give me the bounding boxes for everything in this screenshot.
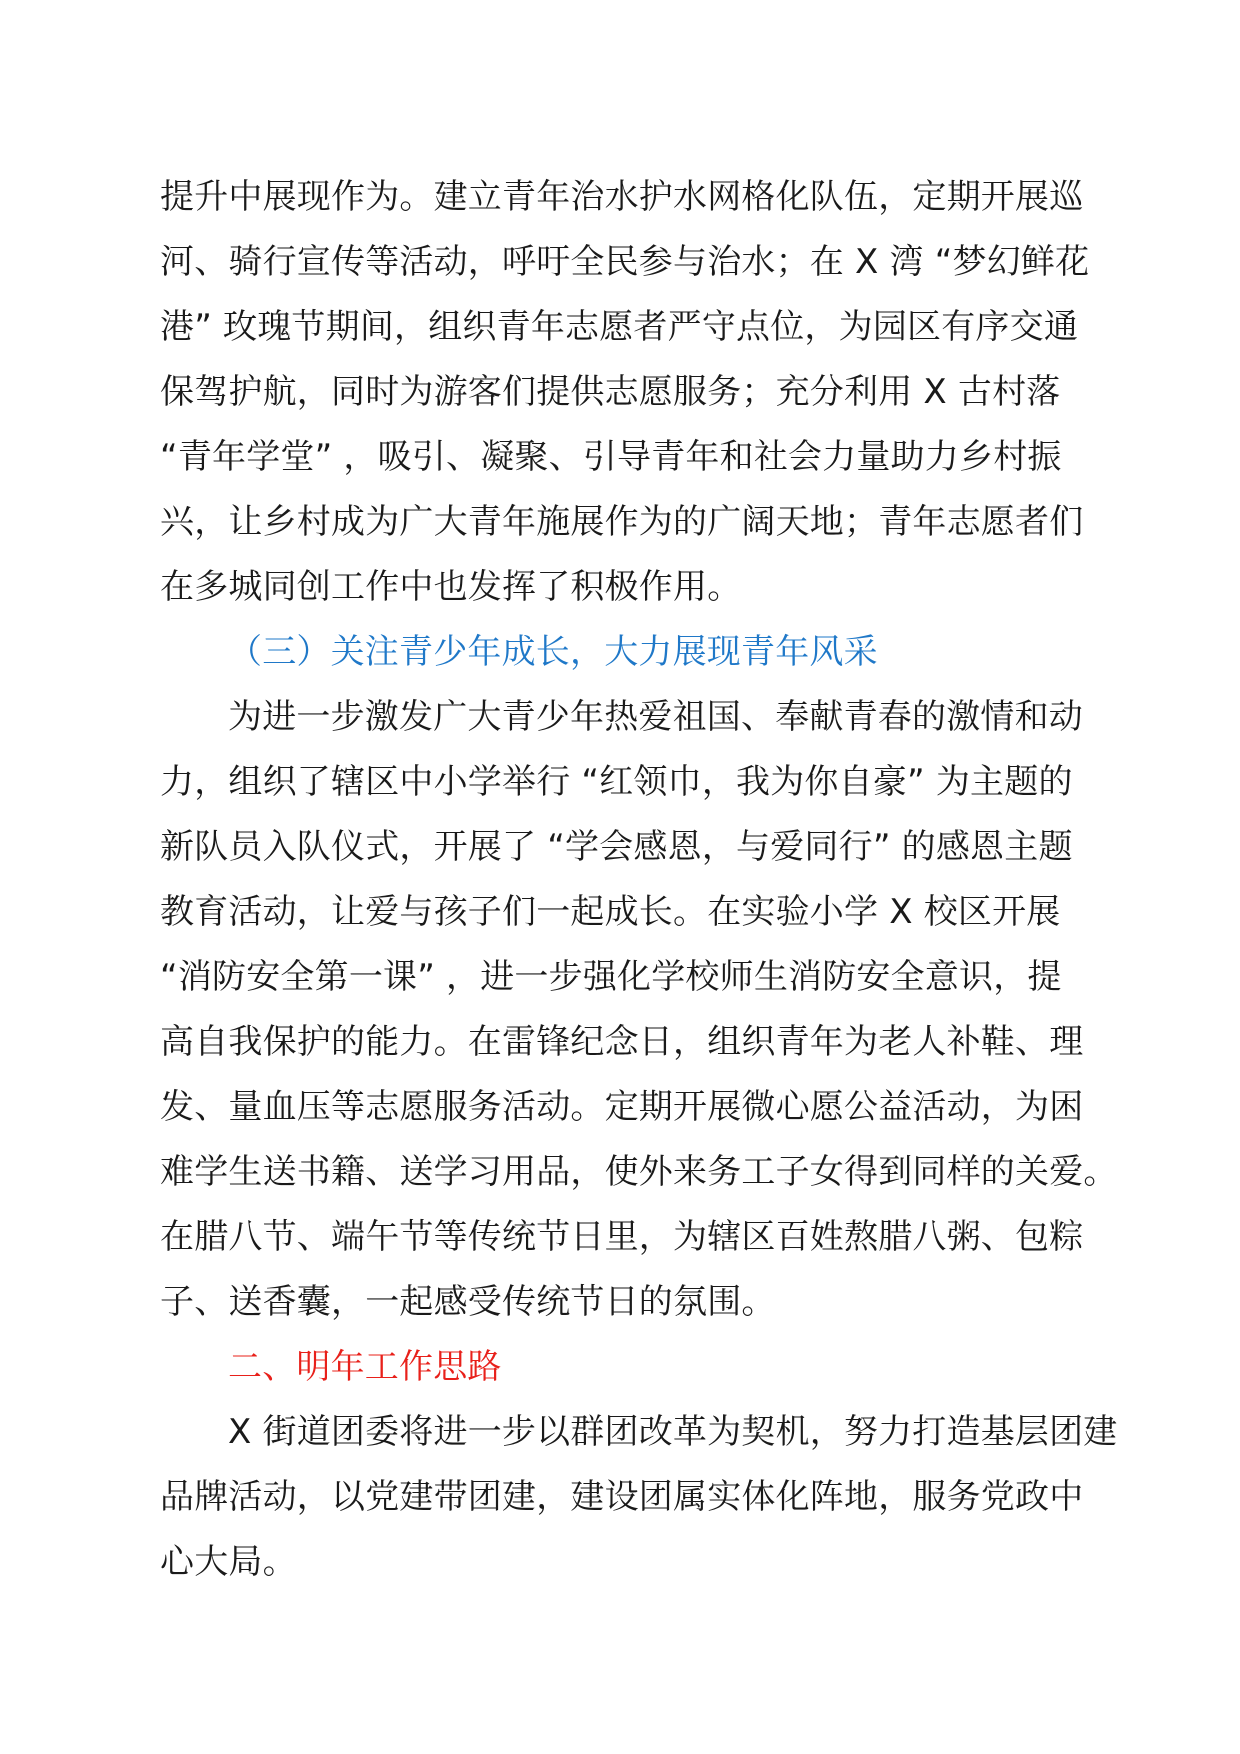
text-line: 难学生送书籍、送学习用品，使外来务工子女得到同样的关爱。 <box>160 1152 1118 1192</box>
paragraph-water-volunteer <box>160 165 1110 620</box>
text-line: 兴，让乡村成为广大青年施展作为的广阔天地；青年志愿者们 <box>160 502 1084 542</box>
text-line: 力，组织了辖区中小学举行 “红领巾，我为你自豪” 为主题的 <box>160 762 1073 802</box>
text-line: 子、送香囊，一起感受传统节日的氛围。 <box>160 1282 776 1322</box>
text-line: 为进一步激发广大青少年热爱祖国、奉献青春的激情和动 <box>228 697 1083 737</box>
text-line: 河、骑行宣传等活动，呼吁全民参与治水；在 X 湾 “梦幻鲜花 <box>160 242 1090 282</box>
text-line: 提升中展现作为。建立青年治水护水网格化队伍，定期开展巡 <box>160 177 1084 217</box>
subheading-youth-growth: （三）关注青少年成长，大力展现青年风采 <box>228 632 878 672</box>
text-line: 品牌活动，以党建带团建，建设团属实体化阵地，服务党政中 <box>160 1477 1084 1517</box>
text-line: 港” 玫瑰节期间，组织青年志愿者严守点位，为园区有序交通 <box>160 307 1079 347</box>
text-line: 新队员入队仪式，开展了 “学会感恩，与爱同行” 的感恩主题 <box>160 827 1073 867</box>
text-line: 心大局。 <box>160 1542 297 1582</box>
text-line: 高自我保护的能力。在雷锋纪念日，组织青年为老人补鞋、理 <box>160 1022 1084 1062</box>
text-line: 教育活动，让爱与孩子们一起成长。在实验小学 X 校区开展 <box>160 892 1061 932</box>
document-page <box>160 165 1118 1595</box>
paragraph-next-year-plan <box>160 1400 1118 1595</box>
text-line: “消防安全第一课” ，进一步强化学校师生消防安全意识，提 <box>160 957 1062 997</box>
section-heading-next-year: 二、明年工作思路 <box>228 1347 502 1387</box>
text-line: X 街道团委将进一步以群团改革为契机，努力打造基层团建 <box>228 1412 1118 1452</box>
text-line: “青年学堂” ，吸引、凝聚、引导青年和社会力量助力乡村振 <box>160 437 1062 477</box>
text-line: 保驾护航，同时为游客们提供志愿服务；充分利用 X 古村落 <box>160 372 1061 412</box>
paragraph-youth-activities <box>160 685 1118 1335</box>
text-line: 在腊八节、端午节等传统节日里，为辖区百姓熬腊八粥、包粽 <box>160 1217 1084 1257</box>
text-line: 发、量血压等志愿服务活动。定期开展微心愿公益活动，为困 <box>160 1087 1084 1127</box>
text-line: 在多城同创工作中也发挥了积极作用。 <box>160 567 742 607</box>
